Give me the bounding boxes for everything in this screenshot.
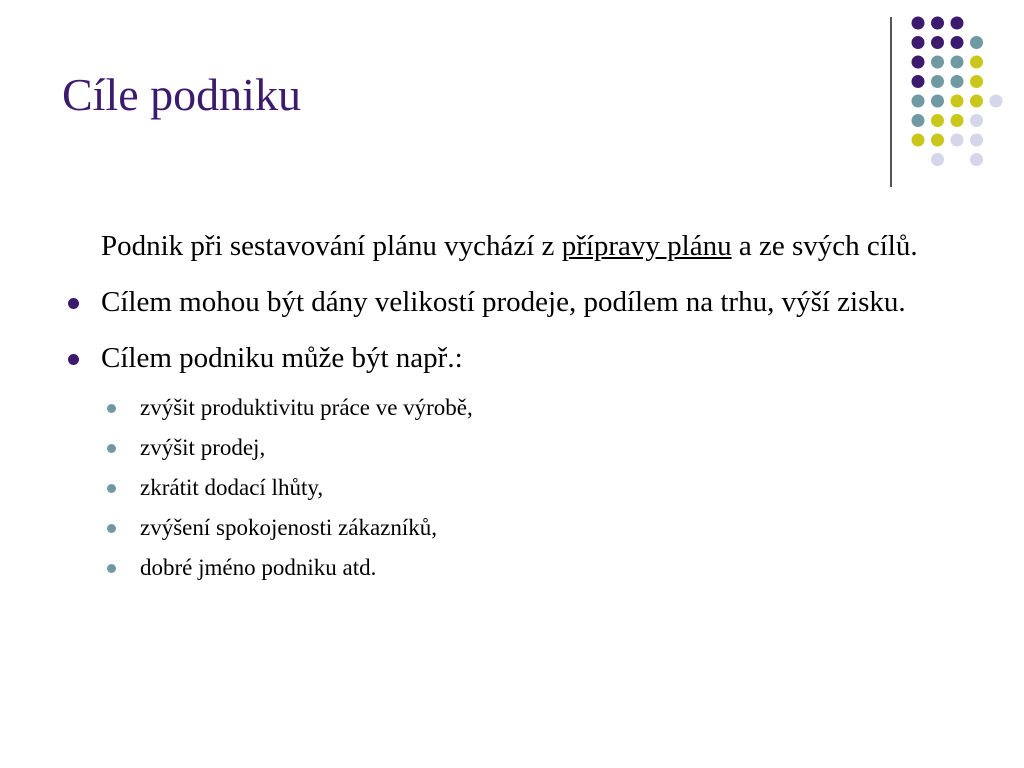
sub-bullet-item [62,468,942,508]
bullet-text: Cílem podniku může být např.: [101,342,463,374]
decor-dot-teal [951,56,964,69]
decor-dot-lavender [990,95,1003,108]
slide-body [62,228,942,588]
sub-bullet-text: zkrátit dodací lhůty, [140,475,324,500]
sub-bullet-dot-icon [107,444,116,453]
decor-dot-lavender [970,153,983,166]
sub-bullet-list [62,388,942,588]
decor-dot-purple [912,56,925,69]
sub-bullet-dot-icon [107,484,116,493]
slide-title: Cíle podniku [62,69,301,120]
decor-dot-purple [931,17,944,30]
sub-bullet-text: zvýšit prodej, [140,435,266,460]
decor-dot-purple [951,36,964,49]
decor-dot-teal [970,36,983,49]
bullet-dot-icon [68,298,79,309]
decor-dot-yellow [931,134,944,147]
sub-bullet-dot-icon [107,564,116,573]
bullet-dot-icon [68,354,79,365]
priprava-planu-link[interactable]: přípravy plánu [561,230,732,262]
decor-dot-teal [931,75,944,88]
decor-dot-purple [931,36,944,49]
decor-dot-lavender [951,134,964,147]
bullet-item [62,340,942,376]
decor-dot-yellow [951,95,964,108]
sub-bullet-text: zvýšení spokojenosti zákazníků, [140,515,438,540]
sub-bullet-text: zvýšit produktivitu práce ve výrobě, [140,395,473,420]
decor-dot-yellow [970,56,983,69]
decor-dot-yellow [912,134,925,147]
decor-dot-yellow [951,114,964,127]
decor-dot-lavender [931,153,944,166]
title-divider-line [890,17,892,187]
intro-paragraph [62,228,942,264]
decor-dot-purple [912,17,925,30]
sub-bullet-item [62,388,942,428]
decor-dot-yellow [931,114,944,127]
decor-dot-purple [951,17,964,30]
sub-bullet-item [62,428,942,468]
bullet-item [62,284,942,320]
decor-dot-lavender [970,114,983,127]
sub-bullet-item [62,508,942,548]
decor-dot-purple [912,75,925,88]
sub-bullet-item [62,548,942,588]
decor-dot-yellow [970,95,983,108]
decor-dot-purple [912,36,925,49]
sub-bullet-dot-icon [107,404,116,413]
sub-bullet-text: dobré jméno podniku atd. [140,555,377,580]
intro-text-before-link: Podnik při sestavování plánu vychází z [101,230,562,262]
intro-text-after-link: a ze svých cílů. [731,230,918,262]
decor-dot-teal [912,95,925,108]
bullet-text: Cílem mohou být dány velikostí prodeje, podílem na trhu, výší zisku. [101,286,906,318]
decor-dot-teal [931,56,944,69]
decor-dot-lavender [970,134,983,147]
decor-dot-yellow [970,75,983,88]
decor-dot-teal [912,114,925,127]
decor-dot-teal [931,95,944,108]
decor-dot-teal [951,75,964,88]
sub-bullet-dot-icon [107,524,116,533]
